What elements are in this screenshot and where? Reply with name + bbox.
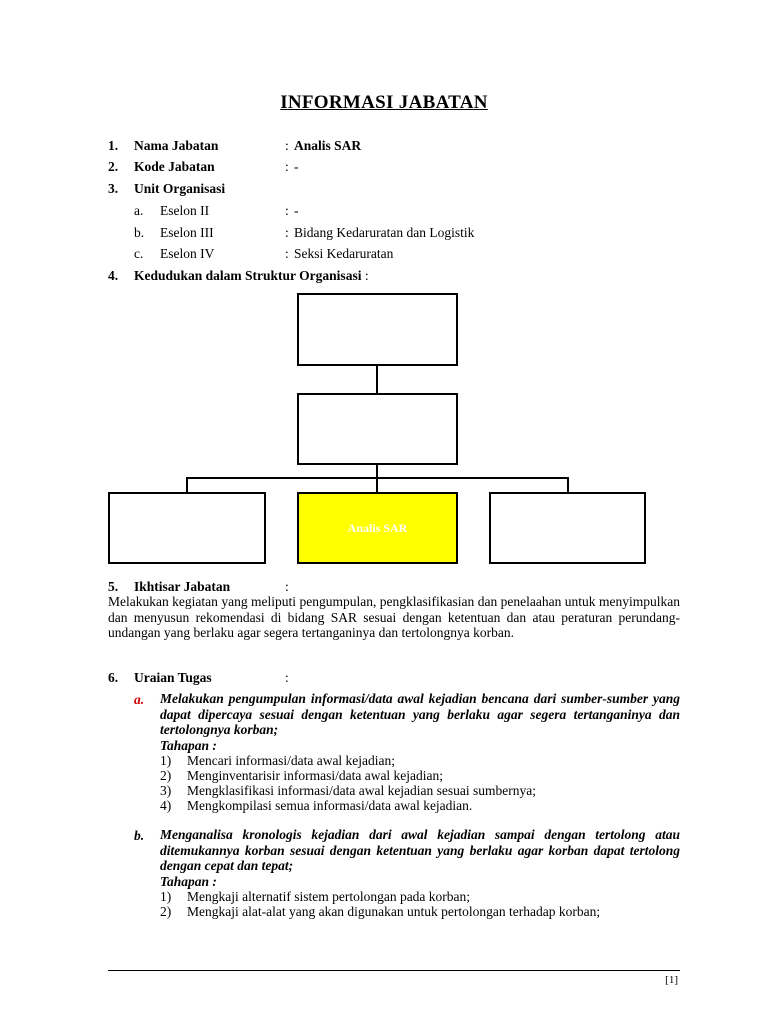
task-a-step: [160, 798, 472, 814]
label-nama-jabatan: Nama Jabatan: [134, 138, 219, 153]
item-number-nama: 1.: [108, 138, 119, 153]
item-number-kode: 2.: [108, 159, 119, 174]
step-number: 1): [160, 889, 172, 904]
task-b-step: [160, 889, 470, 905]
step-number: 4): [160, 798, 172, 813]
step-number: 2): [160, 768, 172, 783]
org-connector-top: [376, 366, 378, 394]
step-number: 3): [160, 783, 172, 798]
colon: :: [285, 246, 289, 261]
task-a-letter: a.: [134, 692, 145, 707]
label-unit-organisasi: Unit Organisasi: [134, 181, 226, 196]
label-eselon4: Eselon IV: [160, 246, 215, 261]
item-number-ikhtisar: 5.: [108, 579, 119, 594]
colon: :: [285, 579, 289, 594]
value-nama-jabatan: Analis SAR: [294, 138, 362, 153]
letter-eselon4: c.: [134, 246, 144, 261]
task-a-tahapan: Tahapan :: [160, 738, 217, 753]
label-kode-jabatan: Kode Jabatan: [134, 159, 215, 174]
org-connector-right: [567, 477, 569, 493]
value-eselon3: Bidang Kedaruratan dan Logistik: [294, 225, 475, 240]
task-b-tahapan: Tahapan :: [160, 874, 217, 889]
task-b-title: Menganalisa kronologis kejadian dari awal kejadian sampai dengan tertolong atau ditemukannya korban sesuai dengan ketentuan yang berlaku agar korban dapat tertolong dengan cepat dan tepat;: [160, 827, 680, 873]
label-uraian-tugas: Uraian Tugas: [134, 670, 212, 685]
label-eselon3: Eselon III: [160, 225, 214, 240]
colon: :: [285, 225, 289, 240]
step-text: Mengkaji alternatif sistem pertolongan pada korban;: [187, 889, 471, 904]
colon: :: [285, 159, 289, 174]
ikhtisar-paragraph: Melakukan kegiatan yang meliputi pengumpulan, pengklasifikasian dan penelaahan untuk menyimpulkan dan menyusun rekomendasi di bidang SAR sesuai dengan ketentuan dan atau peraturan perundang-undangan yang berlaku agar segera tertanganinya dan tertolongnya korban.: [108, 594, 680, 640]
page-title: INFORMASI JABATAN: [280, 92, 488, 113]
org-box-bottom-right: [489, 492, 646, 564]
label-eselon2: Eselon II: [160, 203, 210, 218]
task-b-step: [160, 904, 600, 920]
value-eselon4: Seksi Kedaruratan: [294, 246, 394, 261]
step-text: Mengklasifikasi informasi/data awal kejadian sesuai sumbernya;: [187, 783, 537, 798]
task-a-step: [160, 768, 443, 784]
label-kedudukan: [134, 267, 369, 285]
letter-eselon3: b.: [134, 225, 145, 240]
item-number-unit: 3.: [108, 181, 119, 196]
org-box-analis-sar: [297, 492, 458, 564]
org-connector-center: [376, 477, 378, 493]
step-number: 1): [160, 753, 172, 768]
colon: :: [285, 670, 289, 685]
org-box-top: [297, 293, 458, 366]
org-box-middle: [297, 393, 458, 465]
step-text: Mencari informasi/data awal kejadian;: [187, 753, 396, 768]
kedudukan-colon: :: [364, 268, 369, 283]
task-a-step: [160, 753, 395, 769]
colon: :: [285, 138, 289, 153]
value-kode-jabatan: -: [294, 159, 299, 174]
label-ikhtisar-jabatan: Ikhtisar Jabatan: [134, 579, 231, 594]
step-text: Mengkompilasi semua informasi/data awal kejadian.: [187, 798, 473, 813]
item-number-kedudukan: 4.: [108, 268, 119, 283]
org-box-bottom-left: [108, 492, 266, 564]
colon: :: [285, 203, 289, 218]
step-text: Mengkaji alat-alat yang akan digunakan untuk pertolongan terhadap korban;: [187, 904, 601, 919]
org-connector-left: [186, 477, 188, 493]
letter-eselon2: a.: [134, 203, 144, 218]
item-number-uraian: 6.: [108, 670, 119, 685]
footer-divider: [108, 970, 680, 971]
task-a-step: [160, 783, 536, 799]
step-number: 2): [160, 904, 172, 919]
step-text: Menginventarisir informasi/data awal kejadian;: [187, 768, 444, 783]
task-b-letter: b.: [134, 828, 145, 843]
kedudukan-label-text: Kedudukan dalam Struktur Organisasi: [134, 268, 362, 283]
org-box-analis-sar-label: Analis SAR: [347, 520, 408, 535]
page-number: [1]: [665, 974, 678, 986]
task-a-title: Melakukan pengumpulan informasi/data awal kejadian bencana dari sumber-sumber yang dapat dipercaya sesuai dengan ketentuan yang berlaku agar segera tertanganinya dan tertolongnya korban;: [160, 691, 680, 737]
value-eselon2: -: [294, 203, 299, 218]
